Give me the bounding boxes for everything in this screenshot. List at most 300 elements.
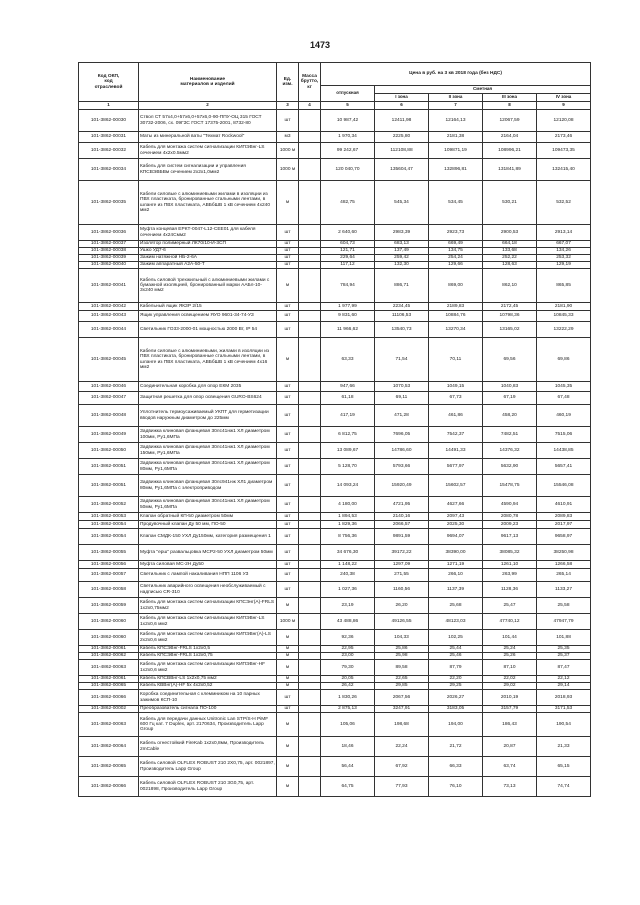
row-code: 101-3862-00060 — [79, 614, 139, 630]
row-code: 101-3862-00045 — [79, 338, 139, 382]
row-mass — [299, 132, 321, 143]
row-zone-1-price: 71,54 — [375, 338, 429, 382]
row-zone-2-price: 25,68 — [429, 598, 483, 614]
row-release-price: 9 831,60 — [321, 311, 375, 322]
row-zone-2-price: 869,00 — [429, 269, 483, 303]
row-code: 101-3862-00063 — [79, 713, 139, 737]
row-code: 101-3862-00041 — [79, 269, 139, 303]
row-release-price: 99 242,67 — [321, 143, 375, 159]
row-release-price: 120 040,70 — [321, 159, 375, 181]
row-name: Муфта силовая МС-2Н Ду50 — [139, 561, 277, 569]
row-zone-4-price: 532,52 — [537, 181, 591, 225]
row-zone-3-price: 1128,36 — [483, 582, 537, 598]
row-zone-3-price: 73,13 — [483, 777, 537, 797]
row-mass — [299, 653, 321, 660]
row-mass — [299, 582, 321, 598]
row-zone-2-price: 67,73 — [429, 392, 483, 405]
table-row — [79, 713, 591, 737]
row-zone-3-price: 862,10 — [483, 269, 537, 303]
row-zone-3-price: 252,22 — [483, 255, 537, 262]
row-name: Кабель КВВнг(А)-HF 5х 4х2х0,52 — [139, 683, 277, 690]
row-name: Задвижка клиновая фланцевая 30лс41нж1 ХЛ диаметром 80мм, Ру1,6МПа — [139, 459, 277, 475]
row-zone-1-price: 132,30 — [375, 262, 429, 269]
row-mass — [299, 757, 321, 777]
row-unit: м — [277, 338, 299, 382]
row-code: 101-3862-00046 — [79, 382, 139, 392]
row-name: Соединительная коробка для опор ЕКМ 2035 — [139, 382, 277, 392]
row-zone-2-price: 534,45 — [429, 181, 483, 225]
row-zone-3-price: 25,26 — [483, 653, 537, 660]
row-zone-3-price: 69,56 — [483, 338, 537, 382]
row-zone-3-price: 7482,51 — [483, 427, 537, 443]
row-zone-3-price: 25,47 — [483, 598, 537, 614]
row-unit: шт — [277, 392, 299, 405]
table-row — [79, 269, 591, 303]
row-zone-3-price: 2164,04 — [483, 132, 537, 143]
header-zone-3: III зона — [483, 94, 537, 102]
table-row — [79, 614, 591, 630]
table-row — [79, 143, 591, 159]
row-release-price: 604,73 — [321, 241, 375, 248]
row-zone-2-price: 129,66 — [429, 262, 483, 269]
row-zone-4-price: 69,86 — [537, 338, 591, 382]
row-unit: шт — [277, 513, 299, 521]
col-number: 8 — [483, 102, 537, 110]
row-unit: м — [277, 653, 299, 660]
row-zone-4-price: 5657,41 — [537, 459, 591, 475]
row-zone-4-price: 1266,58 — [537, 561, 591, 569]
row-zone-1-price: 137,49 — [375, 248, 429, 255]
row-unit: шт — [277, 110, 299, 132]
row-zone-2-price: 1049,15 — [429, 382, 483, 392]
row-mass — [299, 459, 321, 475]
row-zone-3-price: 29,02 — [483, 683, 537, 690]
row-zone-1-price: 112108,88 — [375, 143, 429, 159]
row-zone-2-price: 9694,07 — [429, 529, 483, 545]
row-mass — [299, 110, 321, 132]
row-name: Клапан СМДК-150 УХЛ Ду150мм, категория размещения 1 — [139, 529, 277, 545]
row-unit: шт — [277, 475, 299, 497]
row-mass — [299, 777, 321, 797]
row-zone-2-price: 21,72 — [429, 737, 483, 757]
row-zone-4-price: 190,54 — [537, 713, 591, 737]
row-release-price: 4 180,00 — [321, 497, 375, 513]
row-name: Кабель КПСЭВнг-FRLS 1х2х0,75 — [139, 653, 277, 660]
row-zone-2-price: 1271,19 — [429, 561, 483, 569]
row-unit: шт — [277, 427, 299, 443]
row-name: Кабель силовой OLFLEX ROBUST 210 3G0,75, арт. 0021898, Производитель Lapp Group — [139, 777, 277, 797]
table-row — [79, 241, 591, 248]
row-code: 101-3862-00053 — [79, 513, 139, 521]
row-mass — [299, 521, 321, 529]
row-zone-2-price: 3183,05 — [429, 706, 483, 713]
row-code: 101-3862-00051 — [79, 475, 139, 497]
row-zone-3-price: 14376,32 — [483, 443, 537, 459]
table-row — [79, 737, 591, 757]
table-row — [79, 248, 591, 255]
row-unit: шт — [277, 443, 299, 459]
row-zone-4-price: 101,88 — [537, 630, 591, 646]
row-release-price: 1 829,36 — [321, 521, 375, 529]
row-release-price: 20,05 — [321, 676, 375, 683]
row-zone-2-price: 1137,39 — [429, 582, 483, 598]
row-mass — [299, 713, 321, 737]
row-name: Зажим натяжной НБ-2-6А — [139, 255, 277, 262]
row-zone-4-price: 22,12 — [537, 676, 591, 683]
table-row — [79, 529, 591, 545]
row-zone-3-price: 128,63 — [483, 262, 537, 269]
row-unit: шт — [277, 582, 299, 598]
row-release-price: 18,46 — [321, 737, 375, 757]
header-zone-2: II зона — [429, 94, 483, 102]
row-mass — [299, 159, 321, 181]
row-release-price: 2 875,13 — [321, 706, 375, 713]
row-zone-3-price: 5632,90 — [483, 459, 537, 475]
row-unit: м — [277, 683, 299, 690]
col-number: 2 — [139, 102, 277, 110]
row-code: 101-3862-00058 — [79, 582, 139, 598]
row-mass — [299, 545, 321, 561]
row-unit: шт — [277, 248, 299, 255]
row-code: 101-3862-00036 — [79, 225, 139, 241]
row-zone-1-price: 271,55 — [375, 569, 429, 582]
row-zone-3-price: 10798,36 — [483, 311, 537, 322]
row-zone-4-price: 2173,46 — [537, 132, 591, 143]
row-name: Уплотнитель термоусаживаемый УКПТ для герметизации вводов наружным диаметром до 225мм — [139, 405, 277, 427]
header-zone-1: I зона — [375, 94, 429, 102]
row-zone-4-price: 2181,90 — [537, 303, 591, 311]
row-code: 101-3862-00030 — [79, 110, 139, 132]
table-row — [79, 521, 591, 529]
row-zone-3-price: 458,20 — [483, 405, 537, 427]
row-mass — [299, 646, 321, 653]
row-code: 101-3862-00066 — [79, 777, 139, 797]
table-row — [79, 757, 591, 777]
row-zone-1-price: 89,58 — [375, 660, 429, 676]
row-release-price: 1 148,22 — [321, 561, 375, 569]
row-zone-1-price: 25,98 — [375, 653, 429, 660]
header-name: Наименование материалов и изделий — [139, 63, 277, 102]
row-zone-1-price: 29,85 — [375, 683, 429, 690]
row-zone-1-price: 2066,57 — [375, 521, 429, 529]
row-zone-1-price: 25,86 — [375, 646, 429, 653]
row-release-price: 1 970,34 — [321, 132, 375, 143]
row-name: Кабель для монтажа систем сигнализации КИПЭВнг(А)-LS 2х2х0,6 мм2 — [139, 630, 277, 646]
row-unit: шт — [277, 311, 299, 322]
col-number: 6 — [375, 102, 429, 110]
row-release-price: 11 966,62 — [321, 322, 375, 338]
row-mass — [299, 683, 321, 690]
row-name: Изолятор полимерный ЛК70/10-И-3СП — [139, 241, 277, 248]
row-name: Задвижка клиновая фланцевая 30лс41нж1 ХЛ диаметром 50мм, Ру1,6МПа — [139, 497, 277, 513]
row-code: 101-3862-00052 — [79, 497, 139, 513]
row-zone-1-price: 69,11 — [375, 392, 429, 405]
row-name: Кабель огнестойкий FireKab 1х2х0,8мм, Производитель 2mCable — [139, 737, 277, 757]
table-row — [79, 443, 591, 459]
row-release-price: 61,18 — [321, 392, 375, 405]
row-mass — [299, 262, 321, 269]
row-zone-2-price: 2923,73 — [429, 225, 483, 241]
row-mass — [299, 660, 321, 676]
row-release-price: 13 089,67 — [321, 443, 375, 459]
row-release-price: 43 488,86 — [321, 614, 375, 630]
table-row — [79, 545, 591, 561]
row-zone-2-price: 12164,13 — [429, 110, 483, 132]
row-mass — [299, 529, 321, 545]
row-zone-4-price: 2017,97 — [537, 521, 591, 529]
row-name: Клапан обратный КП-50 диаметром 50мм — [139, 513, 277, 521]
row-zone-3-price: 15478,75 — [483, 475, 537, 497]
row-zone-4-price: 2913,14 — [537, 225, 591, 241]
row-mass — [299, 311, 321, 322]
row-zone-2-price: 22,20 — [429, 676, 483, 683]
row-zone-3-price: 13165,02 — [483, 322, 537, 338]
row-code: 101-3862-00062 — [79, 653, 139, 660]
row-code: 101-3862-00049 — [79, 427, 139, 443]
table-row — [79, 322, 591, 338]
row-mass — [299, 690, 321, 706]
row-zone-2-price: 70,11 — [429, 338, 483, 382]
row-zone-4-price: 38250,98 — [537, 545, 591, 561]
row-code: 101-3862-00032 — [79, 143, 139, 159]
row-name: Кабель для монтажа систем сигнализации КИПЭВнг-HF 1х2х0,6 мм2 — [139, 660, 277, 676]
row-mass — [299, 598, 321, 614]
row-code: 101-3862-00061 — [79, 646, 139, 653]
row-zone-2-price: 76,10 — [429, 777, 483, 797]
row-name: Кабели силовые с алюминиевыми жилами в изоляции из ПВХ пластиката, бронированные стальными лентами, в шланге из ПВХ пластиката, АВБбШВ 1 кВ сечением 4х240 мм2 — [139, 181, 277, 225]
row-unit: м — [277, 598, 299, 614]
row-zone-4-price: 109473,35 — [537, 143, 591, 159]
table-row — [79, 630, 591, 646]
row-zone-3-price: 3157,79 — [483, 706, 537, 713]
row-zone-4-price: 87,47 — [537, 660, 591, 676]
row-zone-4-price: 12120,08 — [537, 110, 591, 132]
row-release-price: 1 977,99 — [321, 303, 375, 311]
row-zone-3-price: 2080,78 — [483, 513, 537, 521]
row-zone-1-price: 11106,53 — [375, 311, 429, 322]
row-code: 101-3862-00060 — [79, 630, 139, 646]
row-zone-2-price: 38390,00 — [429, 545, 483, 561]
row-zone-3-price: 4590,94 — [483, 497, 537, 513]
row-zone-1-price: 104,33 — [375, 630, 429, 646]
row-release-price: 105,06 — [321, 713, 375, 737]
row-zone-1-price: 2140,16 — [375, 513, 429, 521]
row-zone-4-price: 460,19 — [537, 405, 591, 427]
row-zone-3-price: 131841,89 — [483, 159, 537, 181]
row-mass — [299, 392, 321, 405]
row-zone-4-price: 25,35 — [537, 646, 591, 653]
row-name: Кабельный ящик ЯКЗР 2/15 — [139, 303, 277, 311]
row-unit: шт — [277, 561, 299, 569]
row-code: 101-3862-00043 — [79, 311, 139, 322]
row-zone-4-price: 9658,97 — [537, 529, 591, 545]
row-release-price: 6 812,75 — [321, 427, 375, 443]
row-zone-1-price: 4721,95 — [375, 497, 429, 513]
row-release-price: 240,38 — [321, 569, 375, 582]
row-unit: м — [277, 660, 299, 676]
row-zone-3-price: 530,21 — [483, 181, 537, 225]
row-zone-4-price: 47947,79 — [537, 614, 591, 630]
row-code: 101-3862-00042 — [79, 303, 139, 311]
row-zone-1-price: 198,68 — [375, 713, 429, 737]
row-zone-3-price: 1261,10 — [483, 561, 537, 569]
row-name: Задвижка клиновая фланцевая 30лс941нж ХЛ1 диаметром 80мм, Ру1,6МПа с электроприводом — [139, 475, 277, 497]
row-name: Кабель КПСВВнг-LS 1х2х0,75 мм2 — [139, 676, 277, 683]
row-code: 101-3862-00059 — [79, 598, 139, 614]
row-name: Ушко УД7-6 — [139, 248, 277, 255]
row-zone-4-price: 74,74 — [537, 777, 591, 797]
row-mass — [299, 497, 321, 513]
row-release-price: 2 640,60 — [321, 225, 375, 241]
row-mass — [299, 241, 321, 248]
row-release-price: 10 987,42 — [321, 110, 375, 132]
row-unit: м — [277, 630, 299, 646]
row-name: Кабель для монтажа систем сигнализации КПСЭнг(А)-FRLS 1х2х0,75мм2 — [139, 598, 277, 614]
row-zone-2-price: 2026,27 — [429, 690, 483, 706]
row-zone-3-price: 22,02 — [483, 676, 537, 683]
row-name: Ящик управления освещением ЯУО 9601-34-74-УЗ — [139, 311, 277, 322]
row-zone-4-price: 865,85 — [537, 269, 591, 303]
row-code: 101-3862-00002 — [79, 706, 139, 713]
row-zone-1-price: 471,28 — [375, 405, 429, 427]
row-unit: шт — [277, 241, 299, 248]
row-zone-4-price: 65,15 — [537, 757, 591, 777]
row-name: Защитная решетка для опор освещения GURO-BS624 — [139, 392, 277, 405]
row-name: Задвижка клиновая фланцевая 30лс41нж1 ХЛ диаметром 100мм, Ру1,6МПа — [139, 427, 277, 443]
row-name: Муфта "ерш" развальцовка МСР2-50 УХЛ диаметром 50мм — [139, 545, 277, 561]
row-zone-1-price: 7696,05 — [375, 427, 429, 443]
col-number: 4 — [299, 102, 321, 110]
row-name: Кабель для монтажа систем сигнализации КИПЭВнг-LS сечением 4х2х0.5мм2 — [139, 143, 277, 159]
table-row — [79, 569, 591, 582]
row-unit: 1000 м — [277, 159, 299, 181]
row-release-price: 117,12 — [321, 262, 375, 269]
row-name: Кабели силовые с алюминиевыми, жилами в изоляции из ПВХ пластиката, бронированные стальными лентами, в шланге из ПВХ пластиката, АВБбШВ 1 кВ сечением 4х16 мм2 — [139, 338, 277, 382]
table-row — [79, 427, 591, 443]
row-name: Маты из минеральной ваты "Техмат Rockwool" — [139, 132, 277, 143]
col-number: 5 — [321, 102, 375, 110]
row-mass — [299, 443, 321, 459]
row-unit: шт — [277, 322, 299, 338]
row-unit: м — [277, 676, 299, 683]
row-unit: м — [277, 269, 299, 303]
row-zone-2-price: 4627,66 — [429, 497, 483, 513]
header-code: Код ОКП, код отраслевой — [79, 63, 139, 102]
table-row — [79, 513, 591, 521]
row-zone-2-price: 10884,76 — [429, 311, 483, 322]
row-name: Светильник с лампой накаливания НПП 1106 УЗ — [139, 569, 277, 582]
row-zone-4-price: 134,26 — [537, 248, 591, 255]
row-release-price: 417,19 — [321, 405, 375, 427]
table-row — [79, 676, 591, 683]
row-release-price: 92,36 — [321, 630, 375, 646]
row-zone-2-price: 134,75 — [429, 248, 483, 255]
row-zone-2-price: 15602,57 — [429, 475, 483, 497]
row-mass — [299, 248, 321, 255]
table-row — [79, 132, 591, 143]
row-zone-1-price: 9891,59 — [375, 529, 429, 545]
row-unit: м — [277, 737, 299, 757]
row-zone-2-price: 66,33 — [429, 757, 483, 777]
row-mass — [299, 676, 321, 683]
row-zone-3-price: 263,99 — [483, 569, 537, 582]
row-unit: шт — [277, 262, 299, 269]
table-row — [79, 598, 591, 614]
row-zone-4-price: 13222,29 — [537, 322, 591, 338]
row-zone-2-price: 2025,30 — [429, 521, 483, 529]
row-unit: м — [277, 646, 299, 653]
row-name: Кабель силовой OLFLEX ROBUST 210 2Х0,75, арт. 0021897, Производитель Lapp Group — [139, 757, 277, 777]
table-row — [79, 382, 591, 392]
row-unit: шт — [277, 382, 299, 392]
row-unit: 1000 м — [277, 143, 299, 159]
row-code: 101-3862-00055 — [79, 545, 139, 561]
row-unit: шт — [277, 569, 299, 582]
row-zone-3-price: 38085,32 — [483, 545, 537, 561]
row-release-price: 14 093,24 — [321, 475, 375, 497]
row-release-price: 229,64 — [321, 255, 375, 262]
row-release-price: 8 756,36 — [321, 529, 375, 545]
row-mass — [299, 143, 321, 159]
row-zone-2-price: 461,86 — [429, 405, 483, 427]
row-zone-1-price: 49126,55 — [375, 614, 429, 630]
row-zone-2-price: 254,24 — [429, 255, 483, 262]
row-unit: шт — [277, 706, 299, 713]
row-code: 101-3862-00047 — [79, 392, 139, 405]
row-release-price: 63,33 — [321, 338, 375, 382]
row-zone-4-price: 3171,53 — [537, 706, 591, 713]
row-mass — [299, 513, 321, 521]
row-release-price: 1 830,26 — [321, 690, 375, 706]
row-zone-1-price: 67,92 — [375, 757, 429, 777]
row-unit: м — [277, 777, 299, 797]
header-estimate: Сметная — [375, 86, 591, 94]
row-mass — [299, 737, 321, 757]
table-row — [79, 475, 591, 497]
col-number: 1 — [79, 102, 139, 110]
row-release-price: 482,75 — [321, 181, 375, 225]
row-zone-2-price: 29,25 — [429, 683, 483, 690]
row-unit: шт — [277, 545, 299, 561]
row-release-price: 1 894,53 — [321, 513, 375, 521]
row-mass — [299, 255, 321, 262]
row-zone-3-price: 186,43 — [483, 713, 537, 737]
row-zone-4-price: 2089,83 — [537, 513, 591, 521]
row-code: 101-3862-00050 — [79, 443, 139, 459]
table-row — [79, 392, 591, 405]
row-code: 101-3862-00054 — [79, 521, 139, 529]
row-zone-2-price: 102,25 — [429, 630, 483, 646]
row-code: 101-3862-00040 — [79, 262, 139, 269]
table-row — [79, 646, 591, 653]
row-mass — [299, 322, 321, 338]
row-unit: шт — [277, 690, 299, 706]
row-code: 101-3862-00054 — [79, 529, 139, 545]
row-zone-3-price: 2172,45 — [483, 303, 537, 311]
row-zone-3-price: 47740,12 — [483, 614, 537, 630]
row-zone-1-price: 2234,45 — [375, 303, 429, 311]
header-mass: Масса брутто, кг — [299, 63, 321, 102]
row-zone-1-price: 5793,66 — [375, 459, 429, 475]
row-release-price: 34 676,30 — [321, 545, 375, 561]
row-name: Кабель силовой трехжильный с алюминиевыми жилами с бумажной изоляцией, бронированный марки ААБл-10-3х240 мм2 — [139, 269, 277, 303]
row-zone-4-price: 21,33 — [537, 737, 591, 757]
row-zone-1-price: 683,13 — [375, 241, 429, 248]
row-code: 101-3862-00031 — [79, 132, 139, 143]
row-zone-1-price: 1070,53 — [375, 382, 429, 392]
row-zone-1-price: 15920,49 — [375, 475, 429, 497]
table-row — [79, 582, 591, 598]
